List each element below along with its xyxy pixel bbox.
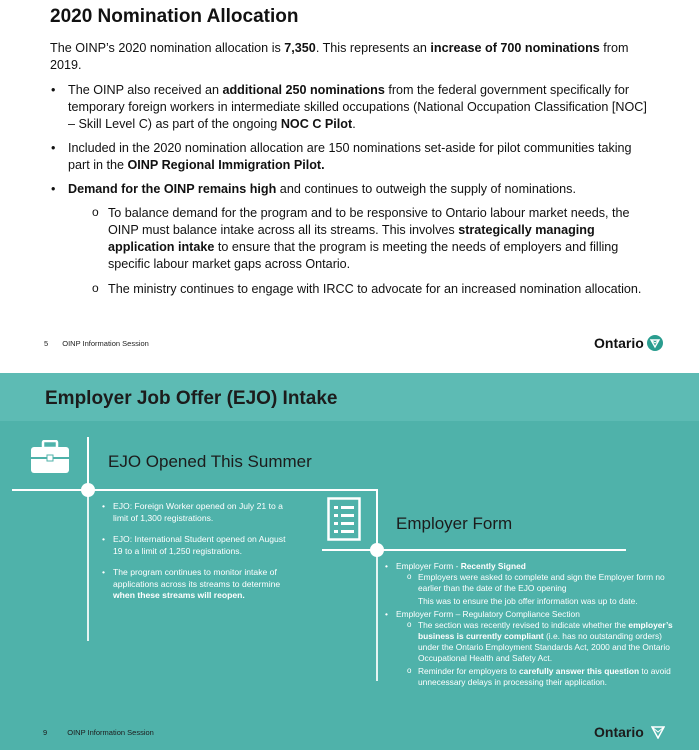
sub-bullet-list — [396, 620, 684, 688]
ejo-opened-list — [101, 501, 296, 612]
timeline-dot — [370, 543, 384, 557]
list-item-bold: when these streams will reopen. — [113, 590, 245, 600]
list-item-text: EJO: International Student opened on August 19 to a limit of 1,250 registrations. — [113, 534, 286, 556]
sub-bullet-text: The ministry continues to engage with IRCC to advocate for an increased nomination allocation. — [108, 282, 642, 296]
list-item — [50, 82, 650, 133]
sub-list-item — [406, 572, 684, 594]
sub-bullet-text: To balance demand for the program and to be responsive to Ontario labour market needs, the OINP must balance intake across all its streams. This involves — [108, 206, 630, 237]
intro-text: . This represents an — [315, 41, 431, 55]
timeline-line — [87, 491, 89, 641]
sub-list-item-text: to avoid unnecessary delays in processing their application. — [418, 666, 671, 687]
ontario-logo — [594, 335, 663, 351]
sub-list-item-text: Reminder for employers to — [418, 666, 520, 676]
slide-title: 2020 Nomination Allocation — [50, 6, 299, 27]
sub-list-item — [406, 666, 684, 688]
bullet-text: Included in the 2020 nomination allocation are 150 nominations set-aside for pilot communities taking part in the — [68, 141, 632, 172]
bullet-text: . — [352, 117, 356, 131]
briefcase-icon — [30, 440, 70, 479]
timeline-line — [376, 551, 378, 681]
sub-list-item — [406, 620, 684, 664]
ontario-logo-text: Ontario — [594, 335, 644, 351]
sub-list-item-text: Employers were asked to complete and sign the Employer form no earlier than the date of the EJO opening — [418, 572, 665, 593]
list-item — [50, 140, 650, 174]
bullet-bold: NOC C Pilot — [280, 117, 353, 131]
intro-text: from 2019. — [50, 41, 629, 72]
slide-title: Employer Job Offer (EJO) Intake — [45, 388, 338, 409]
list-item-text: Employer Form – Regulatory Compliance Section — [396, 609, 580, 619]
sub-list-item — [90, 281, 650, 298]
timeline-dot — [81, 483, 95, 497]
bullet-text: The OINP also received an — [68, 83, 223, 97]
intro-text: The OINP’s 2020 nomination allocation is — [50, 41, 285, 55]
section-heading-employer-form: Employer Form — [396, 514, 513, 533]
sub-list-continuation — [396, 596, 684, 607]
trillium-logo-icon — [647, 335, 663, 351]
sub-bullet-list — [396, 572, 684, 594]
section-heading-ejo-opened: EJO Opened This Summer — [108, 452, 312, 471]
intro-bold-allocation: 7,350 — [284, 41, 316, 55]
sub-list-item-bold: employer’s business is currently compliant — [418, 620, 673, 641]
bullet-bold: Demand for the OINP remains high — [68, 182, 277, 196]
bullet-list — [50, 82, 650, 306]
bullet-bold: OINP Regional Immigration Pilot. — [127, 158, 325, 172]
bullet-bold: additional 250 nominations — [222, 83, 385, 97]
list-item — [101, 534, 296, 557]
timeline-line — [322, 549, 626, 551]
trillium-logo-icon — [651, 726, 665, 742]
bullet-text: and continues to outweigh the supply of nominations. — [276, 182, 576, 196]
page-number: 9 — [43, 728, 48, 737]
list-item-bold: Recently Signed — [460, 561, 526, 571]
employer-form-list — [384, 561, 684, 690]
list-item-text: EJO: Foreign Worker opened on July 21 to a limit of 1,300 registrations. — [113, 501, 283, 523]
timeline-line — [376, 489, 378, 551]
sub-list-item — [90, 205, 650, 273]
bullet-text: from the federal government specifically for temporary foreign workers in intermediate skilled occupations (National Occupation Classification [NOC] – Skill Level C) as part of the ongoing — [68, 83, 647, 131]
slide-footer — [43, 728, 154, 737]
footer-label: OINP Information Session — [62, 339, 149, 348]
list-item — [384, 561, 684, 607]
list-item-text: The program continues to monitor intake of applications across its streams to determine — [113, 567, 281, 589]
timeline-line — [12, 489, 378, 491]
ontario-logo — [594, 724, 665, 742]
slide-footer — [44, 339, 149, 348]
slide-nomination-allocation — [0, 0, 699, 365]
footer-label: OINP Information Session — [67, 728, 154, 737]
intro-bold-increase: increase of 700 nominations — [430, 41, 600, 55]
sub-list-item-text: This was to ensure the job offer information was up to date. — [418, 596, 638, 606]
sub-list-item-text: The section was recently revised to indicate whether the — [418, 620, 629, 630]
list-item — [50, 181, 650, 298]
page-number: 5 — [44, 339, 49, 348]
list-item — [101, 567, 296, 602]
sub-list-item-bold: carefully answer this question — [519, 666, 640, 676]
intro-paragraph — [50, 40, 640, 74]
ontario-logo-text: Ontario — [594, 724, 644, 740]
sub-bullet-list — [68, 205, 650, 298]
form-list-icon — [327, 497, 361, 546]
list-item-text: Employer Form - — [396, 561, 461, 571]
sub-bullet-text: to ensure that the program is meeting the needs of employers and filling specific labour market gaps across Ontario. — [108, 240, 619, 271]
slide-ejo-intake — [0, 373, 699, 750]
list-item — [101, 501, 296, 524]
sub-list-item-text: (i.e. has no outstanding orders) under the Ontario Employment Standards Act, 2000 and the Ontario Occupational Health and Safety Act. — [418, 631, 670, 663]
list-item — [384, 609, 684, 688]
sub-bullet-bold: strategically managing application intake — [108, 223, 595, 254]
